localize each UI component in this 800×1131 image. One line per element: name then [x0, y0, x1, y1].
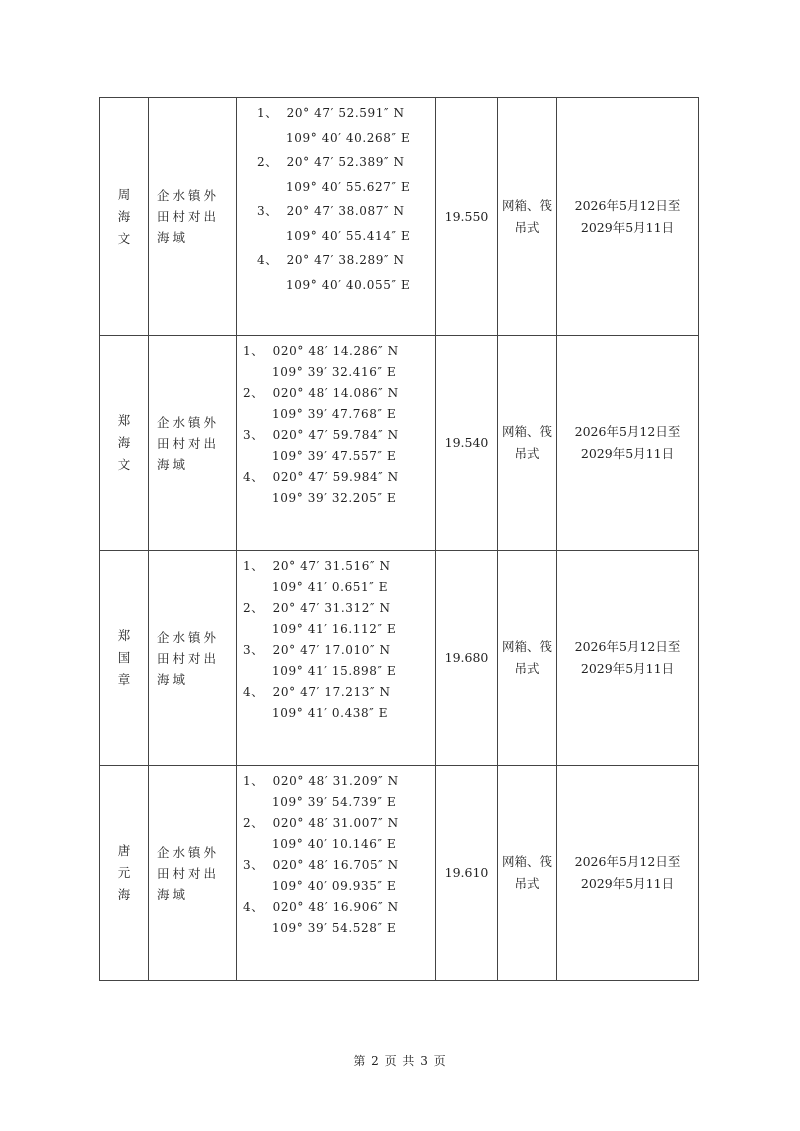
method-cell	[498, 98, 557, 336]
area-cell: 19.680	[436, 551, 498, 766]
coordinate-longitude: 109° 39′ 47.557″ E	[272, 449, 397, 463]
coordinate-longitude: 109° 39′ 47.768″ E	[272, 407, 397, 421]
coordinate-longitude: 109° 40′ 55.414″ E	[286, 228, 411, 243]
coordinate-latitude: 2、 20° 47′ 52.389″ N	[257, 155, 405, 169]
coordinate-latitude: 3、 20° 47′ 38.087″ N	[257, 204, 405, 218]
holder-name-cell	[100, 98, 149, 336]
area-cell: 19.610	[436, 766, 498, 981]
coordinate-latitude: 1、 20° 47′ 52.591″ N	[257, 106, 405, 120]
coordinate-longitude: 109° 41′ 15.898″ E	[272, 664, 397, 678]
holder-name-cell	[100, 336, 149, 551]
method-cell	[498, 766, 557, 981]
period-end: 2029年5月11日	[580, 876, 675, 891]
method-cell	[498, 336, 557, 551]
coordinate-latitude: 2、 20° 47′ 31.312″ N	[243, 601, 391, 615]
location-text: 企水镇外田村对出海域	[157, 629, 220, 687]
method-text: 网箱、筏吊式	[501, 854, 552, 891]
table-row	[100, 98, 699, 336]
coordinate-longitude: 109° 40′ 55.627″ E	[286, 179, 411, 194]
period-start: 2026年5月12日至	[574, 197, 681, 213]
coordinate-longitude: 109° 41′ 16.112″ E	[272, 622, 397, 636]
coordinate-longitude: 109° 39′ 32.205″ E	[272, 491, 397, 505]
method-text: 网箱、筏吊式	[501, 639, 552, 676]
table-body	[100, 98, 699, 981]
holder-name-cell	[100, 551, 149, 766]
location-text: 企水镇外田村对出海域	[157, 844, 220, 902]
period-cell	[557, 336, 699, 551]
coordinate-latitude: 4、 20° 47′ 17.213″ N	[243, 685, 391, 699]
coordinate-latitude: 4、 20° 47′ 38.289″ N	[257, 253, 405, 267]
coordinate-latitude: 3、 020° 48′ 16.705″ N	[243, 858, 399, 872]
coordinate-longitude: 109° 41′ 0.438″ E	[272, 706, 389, 720]
coordinates-cell	[237, 98, 436, 336]
location-cell	[149, 336, 237, 551]
location-text: 企水镇外田村对出海域	[157, 414, 220, 472]
coordinate-latitude: 2、 020° 48′ 31.007″ N	[243, 816, 399, 830]
period-start: 2026年5月12日至	[574, 854, 681, 869]
period-cell	[557, 98, 699, 336]
coordinates-cell	[237, 766, 436, 981]
coordinate-latitude: 2、 020° 48′ 14.086″ N	[243, 386, 399, 400]
coordinate-longitude: 109° 39′ 54.528″ E	[272, 921, 397, 935]
coordinates-cell	[237, 551, 436, 766]
holder-name: 郑海文	[117, 413, 131, 472]
holder-name: 周海文	[117, 186, 131, 246]
coordinates-cell	[237, 336, 436, 551]
page-footer: 第 2 页 共 3 页	[353, 1054, 447, 1068]
area-cell: 19.540	[436, 336, 498, 551]
coordinate-longitude: 109° 40′ 40.268″ E	[286, 130, 411, 145]
coordinate-list	[237, 766, 435, 939]
coordinate-latitude: 1、 020° 48′ 14.286″ N	[243, 344, 399, 358]
location-cell	[149, 98, 237, 336]
coordinate-latitude: 1、 020° 48′ 31.209″ N	[243, 774, 399, 788]
coordinate-latitude: 1、 20° 47′ 31.516″ N	[243, 559, 391, 573]
coordinate-longitude: 109° 39′ 54.739″ E	[272, 795, 397, 809]
area-cell: 19.550	[436, 98, 498, 336]
coordinate-latitude: 4、 020° 47′ 59.984″ N	[243, 470, 399, 484]
aquaculture-table	[99, 97, 699, 981]
coordinate-longitude: 109° 40′ 09.935″ E	[272, 879, 397, 893]
method-cell	[498, 551, 557, 766]
coordinate-list	[237, 336, 435, 509]
coordinate-longitude: 109° 40′ 40.055″ E	[286, 277, 411, 292]
location-text: 企水镇外田村对出海域	[157, 188, 220, 245]
holder-name-cell	[100, 766, 149, 981]
coordinate-longitude: 109° 39′ 32.416″ E	[272, 365, 397, 379]
location-cell	[149, 551, 237, 766]
table-row	[100, 766, 699, 981]
coordinate-list	[237, 98, 435, 297]
period-start: 2026年5月12日至	[574, 424, 681, 439]
method-text: 网箱、筏吊式	[501, 197, 552, 235]
method-text: 网箱、筏吊式	[501, 424, 552, 461]
table-row	[100, 336, 699, 551]
holder-name: 郑国章	[117, 628, 131, 687]
coordinate-latitude: 4、 020° 48′ 16.906″ N	[243, 900, 399, 914]
table-row	[100, 551, 699, 766]
coordinate-latitude: 3、 020° 47′ 59.784″ N	[243, 428, 399, 442]
location-cell	[149, 766, 237, 981]
period-cell	[557, 551, 699, 766]
coordinate-longitude: 109° 41′ 0.651″ E	[272, 580, 389, 594]
period-end: 2029年5月11日	[580, 219, 675, 235]
period-start: 2026年5月12日至	[574, 639, 681, 654]
coordinate-longitude: 109° 40′ 10.146″ E	[272, 837, 397, 851]
period-cell	[557, 766, 699, 981]
holder-name: 唐元海	[117, 843, 131, 902]
coordinate-list	[237, 551, 435, 724]
period-end: 2029年5月11日	[580, 661, 675, 676]
period-end: 2029年5月11日	[580, 446, 675, 461]
coordinate-latitude: 3、 20° 47′ 17.010″ N	[243, 643, 391, 657]
